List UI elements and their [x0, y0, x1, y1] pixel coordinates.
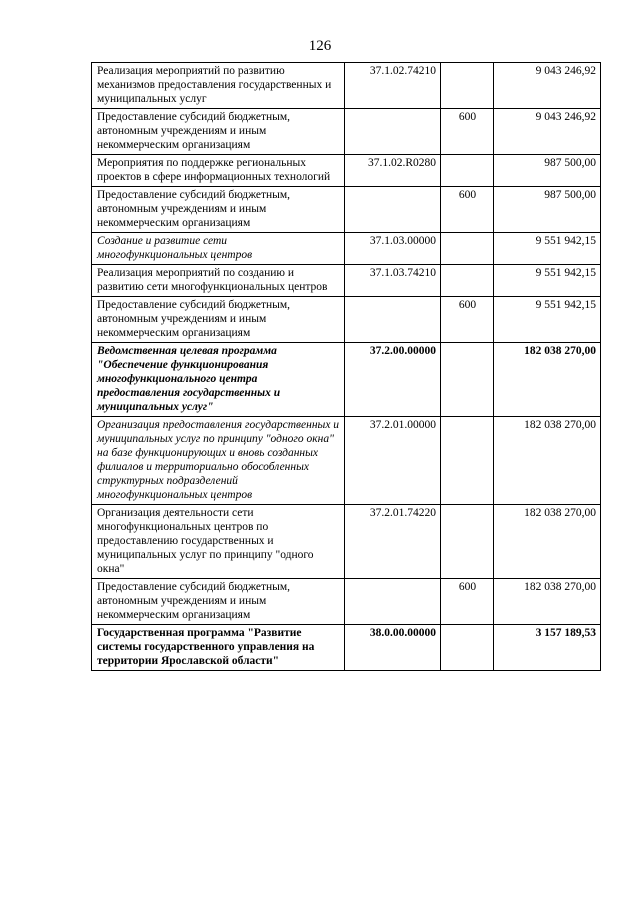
item-name: Предоставление субсидий бюджетным, автономным учреждениям и иным некоммерческим организациям	[92, 187, 345, 233]
item-name: Предоставление субсидий бюджетным, автономным учреждениям и иным некоммерческим организациям	[92, 297, 345, 343]
target-code: 37.1.03.74210	[345, 265, 441, 297]
expense-type	[441, 63, 494, 109]
target-code	[345, 297, 441, 343]
amount: 182 038 270,00	[494, 579, 601, 625]
item-name: Организация деятельности сети многофункциональных центров по предоставлению государственных и муниципальных услуг по принципу "одного окна"	[92, 505, 345, 579]
item-name: Государственная программа "Развитие системы государственного управления на территории Ярославской области"	[92, 625, 345, 671]
table-row	[92, 297, 601, 343]
amount: 182 038 270,00	[494, 505, 601, 579]
amount: 987 500,00	[494, 155, 601, 187]
expense-type	[441, 505, 494, 579]
table-row	[92, 109, 601, 155]
table-row	[92, 417, 601, 505]
table-row	[92, 265, 601, 297]
item-name: Мероприятия по поддержке региональных проектов в сфере информационных технологий	[92, 155, 345, 187]
expense-type	[441, 265, 494, 297]
target-code: 37.2.01.74220	[345, 505, 441, 579]
expense-type: 600	[441, 579, 494, 625]
expense-type: 600	[441, 297, 494, 343]
table-row	[92, 505, 601, 579]
amount: 182 038 270,00	[494, 343, 601, 417]
table-row	[92, 63, 601, 109]
expense-type	[441, 233, 494, 265]
target-code	[345, 579, 441, 625]
table-row	[92, 187, 601, 233]
table-row	[92, 625, 601, 671]
amount: 9 551 942,15	[494, 297, 601, 343]
target-code: 37.1.02.R0280	[345, 155, 441, 187]
amount: 9 551 942,15	[494, 233, 601, 265]
target-code	[345, 109, 441, 155]
expense-type	[441, 155, 494, 187]
expense-type	[441, 343, 494, 417]
expense-type: 600	[441, 187, 494, 233]
item-name: Ведомственная целевая программа "Обеспечение функционирования многофункционального центра предоставления государственных и муниципальных услуг"	[92, 343, 345, 417]
target-code: 37.1.02.74210	[345, 63, 441, 109]
amount: 9 043 246,92	[494, 63, 601, 109]
amount: 3 157 189,53	[494, 625, 601, 671]
page-number: 126	[308, 38, 332, 54]
item-name: Создание и развитие сети многофункциональных центров	[92, 233, 345, 265]
table-row	[92, 579, 601, 625]
target-code: 38.0.00.00000	[345, 625, 441, 671]
amount: 9 551 942,15	[494, 265, 601, 297]
amount: 987 500,00	[494, 187, 601, 233]
item-name: Предоставление субсидий бюджетным, автономным учреждениям и иным некоммерческим организациям	[92, 579, 345, 625]
table-row	[92, 155, 601, 187]
amount: 9 043 246,92	[494, 109, 601, 155]
target-code: 37.1.03.00000	[345, 233, 441, 265]
expense-type	[441, 417, 494, 505]
item-name: Реализация мероприятий по развитию механизмов предоставления государственных и муниципальных услуг	[92, 63, 345, 109]
table-row	[92, 343, 601, 417]
target-code: 37.2.00.00000	[345, 343, 441, 417]
table-row	[92, 233, 601, 265]
target-code	[345, 187, 441, 233]
amount: 182 038 270,00	[494, 417, 601, 505]
item-name: Организация предоставления государственных и муниципальных услуг по принципу "одного окна" на базе функционирующих и вновь созданных филиалов и территориально обособленных структурных подразделений многофункциональных центров	[92, 417, 345, 505]
budget-table	[91, 62, 601, 671]
expense-type	[441, 625, 494, 671]
item-name: Реализация мероприятий по созданию и развитию сети многофункциональных центров	[92, 265, 345, 297]
target-code: 37.2.01.00000	[345, 417, 441, 505]
item-name: Предоставление субсидий бюджетным, автономным учреждениям и иным некоммерческим организациям	[92, 109, 345, 155]
expense-type: 600	[441, 109, 494, 155]
